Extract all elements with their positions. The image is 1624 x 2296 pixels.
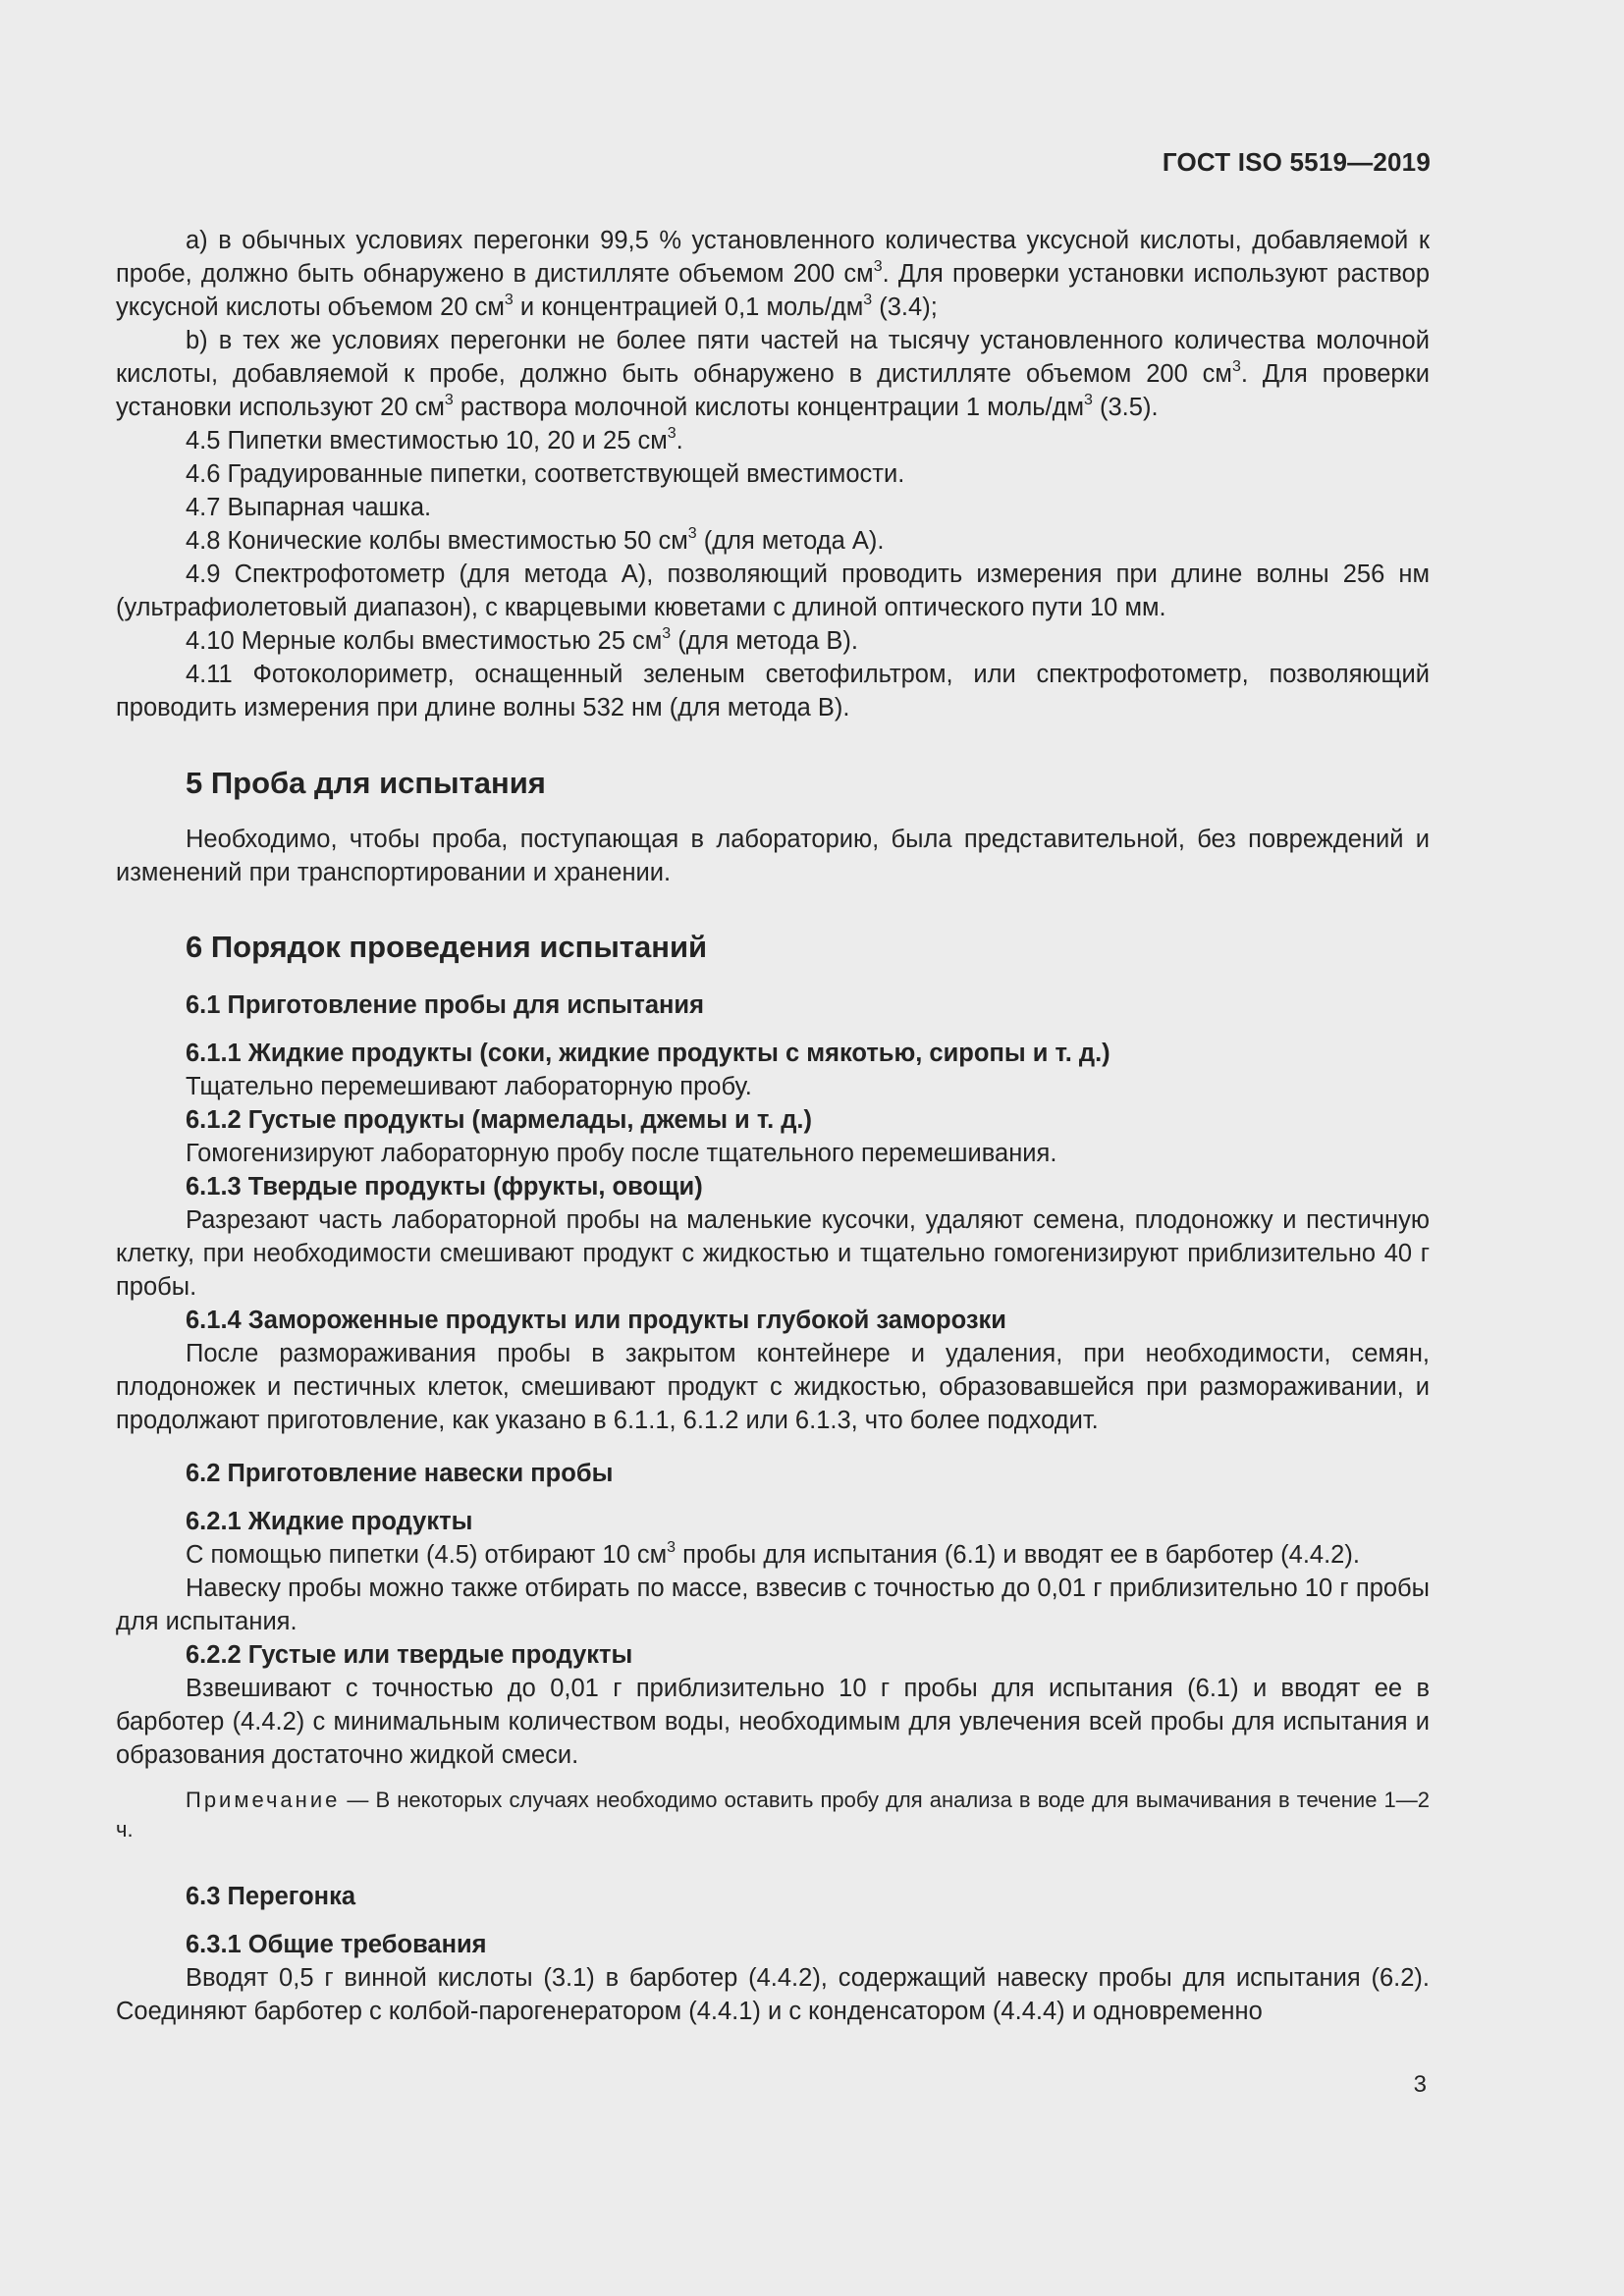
paragraph-6-1-2: Гомогенизируют лабораторную пробу после тщательного перемешивания. <box>186 1140 1057 1167</box>
paragraph-4-8: 4.8 Конические колбы вместимостью 50 $см^3$ (для метода А). <box>186 524 885 555</box>
paragraph-5: Необходимо, чтобы проба, поступающая в лабораторию, была представительной, без повреждений и изменений при транспортировании и хранении. <box>116 826 1430 886</box>
document-body <box>116 224 1430 2028</box>
paragraph-4-5: 4.5 Пипетки вместимостью 10, 20 и 25 $см^3$. <box>186 424 683 454</box>
paragraph-6-1-4: После размораживания пробы в закрытом контейнере и удаления, при необходимости, семян, плодоножек и пестичных клеток, смешивают продукт с жидкостью, образовавшейся при размораживании, и продолжают приготовление, как указано в 6.1.1, 6.1.2 или 6.1.3, что более подходит. <box>116 1340 1430 1434</box>
paragraph-a: а) в обычных условиях перегонки 99,5 % установленного количества уксусной кислоты, добавляемой к пробе, должно быть обнаружено в дистилляте объемом 200 $см^3$. Для проверки установки используют раствор уксусной кислоты объемом 20 $см^3$ и концентрацией 0,1 моль/$дм^3$ (3.4); <box>116 227 1430 321</box>
paragraph-6-2-1b: Навеску пробы можно также отбирать по массе, взвесив с точностью до 0,01 г приблизительно 10 г пробы для испытания. <box>116 1575 1430 1635</box>
section-6-heading: 6 Порядок проведения испытаний <box>186 930 708 964</box>
paragraph-6-3-1: Вводят 0,5 г винной кислоты (3.1) в барботер (4.4.2), содержащий навеску пробы для испытания (6.2). Соединяют барботер с колбой-парогенератором (4.4.1) и с конденсатором (4.4.4) и одновременно <box>116 1964 1430 2025</box>
paragraph-4-10: 4.10 Мерные колбы вместимостью 25 $см^3$ (для метода В). <box>186 624 859 655</box>
section-6-1-heading: 6.1 Приготовление пробы для испытания <box>186 991 704 1019</box>
section-6-1-2-heading: 6.1.2 Густые продукты (мармелады, джемы и т. д.) <box>186 1106 812 1134</box>
paragraph-4-6: 4.6 Градуированные пипетки, соответствующей вместимости. <box>186 460 905 488</box>
section-6-1-4-heading: 6.1.4 Замороженные продукты или продукты глубокой заморозки <box>186 1307 1006 1334</box>
paragraph-6-2-2: Взвешивают с точностью до 0,01 г приблизительно 10 г пробы для испытания (6.1) и вводят ее в барботер (4.4.2) с минимальным количеством воды, необходимым для увлечения всей пробы для испытания и образования достаточно жидкой смеси. <box>116 1675 1430 1769</box>
section-6-2-heading: 6.2 Приготовление навески пробы <box>186 1460 614 1487</box>
paragraph-6-1-3: Разрезают часть лабораторной пробы на маленькие кусочки, удаляют семена, плодоножку и пестичную клетку, при необходимости смешивают продукт с жидкостью и тщательно гомогенизируют приблизительно 40 г пробы. <box>116 1206 1430 1301</box>
section-6-2-2-heading: 6.2.2 Густые или твердые продукты <box>186 1641 633 1669</box>
section-5-heading: 5 Проба для испытания <box>186 766 546 800</box>
document-code-header: ГОСТ ISO 5519—2019 <box>1162 147 1431 177</box>
section-6-3-heading: 6.3 Перегонка <box>186 1883 356 1910</box>
paragraph-6-1-1: Тщательно перемешивают лабораторную пробу. <box>186 1073 752 1100</box>
paragraph-4-11: 4.11 Фотоколориметр, оснащенный зеленым светофильтром, или спектрофотометр, позволяющий проводить измерения при длине волны 532 нм (для метода В). <box>116 661 1430 721</box>
page-number: 3 <box>1413 2071 1427 2098</box>
paragraph-4-7: 4.7 Выпарная чашка. <box>186 494 432 521</box>
paragraph-6-2-1a: С помощью пипетки (4.5) отбирают 10 $см^3$ пробы для испытания (6.1) и вводят ее в барботер (4.4.2). <box>186 1538 1360 1569</box>
section-6-1-1-heading: 6.1.1 Жидкие продукты (соки, жидкие продукты с мякотью, сиропы и т. д.) <box>186 1040 1110 1067</box>
note-text: — В некоторых случаях необходимо оставить пробу для анализа в воде для вымачивания в течение 1—2 ч. <box>116 1788 1430 1842</box>
section-6-3-1-heading: 6.3.1 Общие требования <box>186 1931 487 1958</box>
paragraph-4-9: 4.9 Спектрофотометр (для метода А), позволяющий проводить измерения при длине волны 256 нм (ультрафиолетовый диапазон), с кварцевыми кюветами с длиной оптического пути 10 мм. <box>116 561 1430 621</box>
note <box>116 1786 1430 1844</box>
paragraph-b: b) в тех же условиях перегонки не более пяти частей на тысячу установленного количества молочной кислоты, добавляемой к пробе, должно быть обнаружено в дистилляте объемом 200 $см^3$. Для проверки установки используют 20 $см^3$ раствора молочной кислоты концентрации 1 моль/$дм^3$ (3.5). <box>116 327 1430 421</box>
note-label: Примечание <box>186 1788 341 1812</box>
section-6-1-3-heading: 6.1.3 Твердые продукты (фрукты, овощи) <box>186 1173 703 1201</box>
section-6-2-1-heading: 6.2.1 Жидкие продукты <box>186 1508 473 1535</box>
